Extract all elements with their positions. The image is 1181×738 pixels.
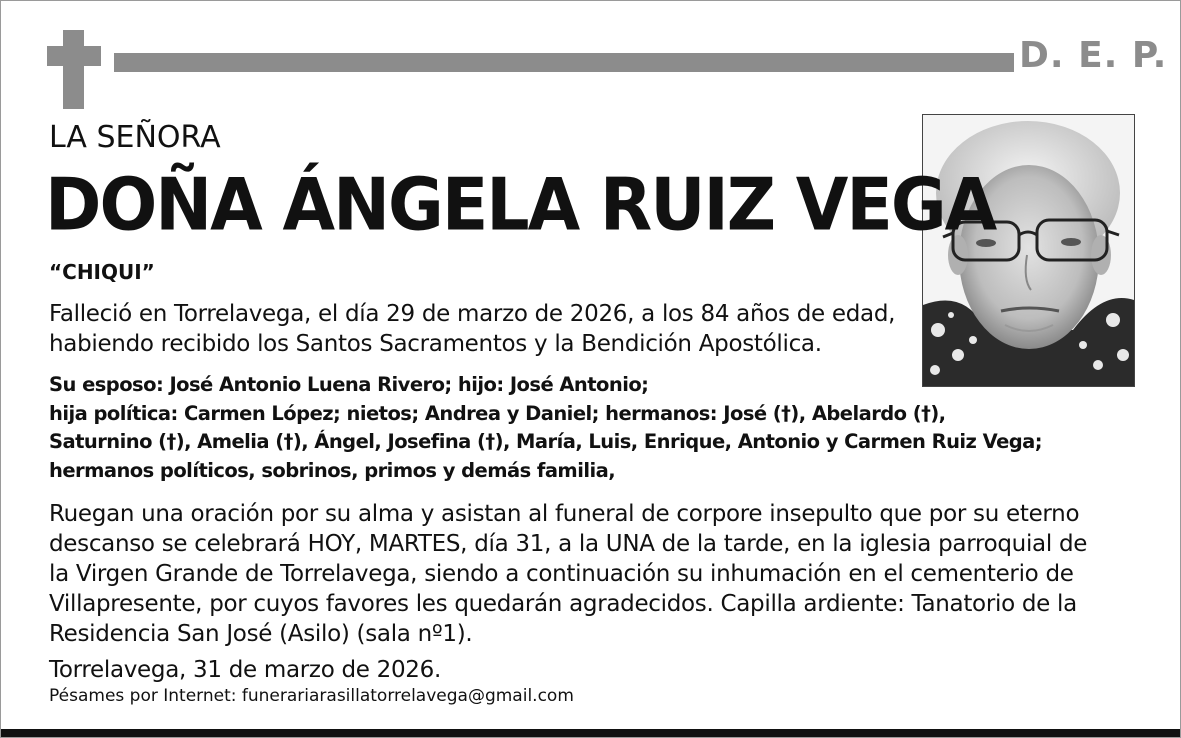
header-rule <box>114 53 1014 72</box>
funeral-line: Residencia San José (Asilo) (sala nº1). <box>49 621 473 647</box>
deceased-portrait <box>922 114 1135 387</box>
condolences-email: Pésames por Internet: funerariarasillatorrelavega@gmail.com <box>49 686 574 706</box>
funeral-line: Ruegan una oración por su alma y asistan al funeral de corpore insepulto que por su eterno <box>49 501 1080 527</box>
funeral-line: Villapresente, por cuyos favores les quedarán agradecidos. Capilla ardiente: Tanatorio de la <box>49 591 1077 617</box>
death-notice-line: Falleció en Torrelavega, el día 29 de marzo de 2026, a los 84 años de edad, <box>49 301 896 327</box>
dep-label: D. E. P. <box>1019 35 1168 76</box>
funeral-details <box>49 499 1087 649</box>
funeral-line: la Virgen Grande de Torrelavega, siendo a continuación su inhumación en el cementerio de <box>49 561 1074 587</box>
family-list <box>49 371 1042 485</box>
family-line: hija política: Carmen López; nietos; Andrea y Daniel; hermanos: José (†), Abelardo (†), <box>49 401 946 425</box>
place-date: Torrelavega, 31 de marzo de 2026. <box>49 657 441 683</box>
death-notice <box>49 299 895 359</box>
death-notice-line: habiendo recibido los Santos Sacramentos y la Bendición Apostólica. <box>49 331 822 357</box>
deceased-name: DOÑA ÁNGELA RUIZ VEGA <box>45 164 996 248</box>
nickname: “CHIQUI” <box>49 260 155 284</box>
family-line: hermanos políticos, sobrinos, primos y demás familia, <box>49 458 616 482</box>
family-line: Su esposo: José Antonio Luena Rivero; hijo: José Antonio; <box>49 373 649 396</box>
funeral-line: descanso se celebrará HOY, MARTES, día 31, a la UNA de la tarde, en la iglesia parroquial de <box>49 531 1088 557</box>
bottom-rule <box>1 729 1180 737</box>
family-line: Saturnino (†), Amelia (†), Ángel, Josefina (†), María, Luis, Enrique, Antonio y Carmen Ruiz Vega; <box>49 430 1043 453</box>
honorific: LA SEÑORA <box>49 120 221 155</box>
cross-icon <box>47 30 101 109</box>
